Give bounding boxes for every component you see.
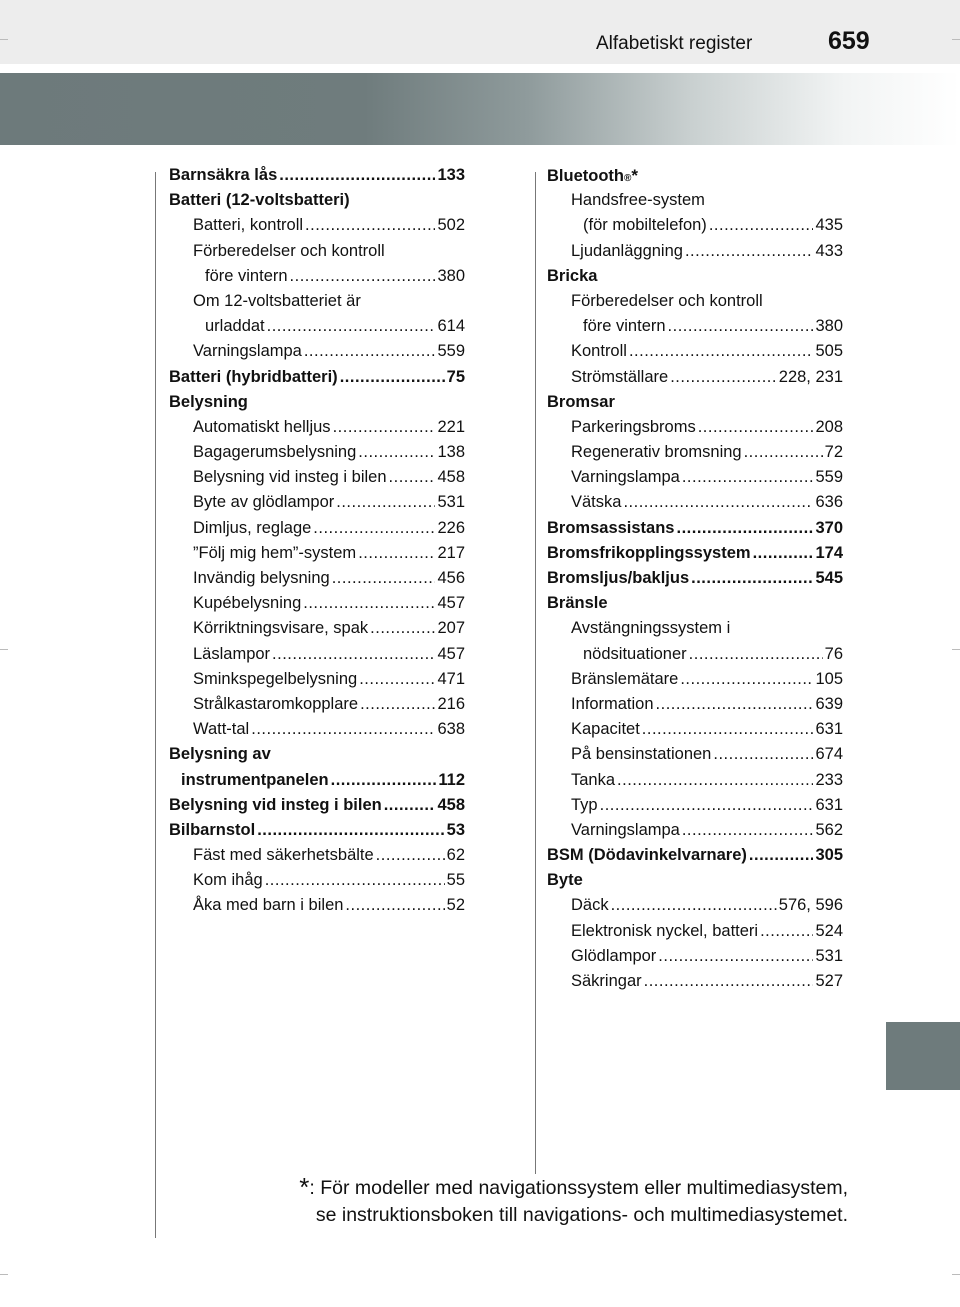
entry-label: (för mobiltelefon) bbox=[583, 216, 707, 235]
dot-leader bbox=[360, 692, 435, 717]
entry-label: Parkeringsbroms bbox=[571, 417, 696, 436]
entry-page-number: 631 bbox=[815, 720, 843, 739]
index-entry bbox=[547, 768, 843, 793]
entry-label: Batteri, kontroll bbox=[193, 216, 304, 235]
dot-leader bbox=[279, 163, 435, 188]
entry-label: Fäst med säkerhetsbälte bbox=[193, 846, 374, 865]
dot-leader bbox=[656, 692, 814, 717]
entry-label: Information bbox=[571, 694, 654, 713]
entry-page-number: 138 bbox=[437, 443, 465, 462]
dot-leader bbox=[682, 818, 814, 843]
entry-page-number: 216 bbox=[437, 694, 465, 713]
index-entry bbox=[169, 516, 465, 541]
entry-label: Ljudanläggning bbox=[571, 241, 683, 260]
left-margin-rule bbox=[155, 172, 156, 1238]
index-entry bbox=[169, 213, 465, 238]
index-entry bbox=[169, 692, 465, 717]
dot-leader bbox=[358, 541, 435, 566]
index-heading bbox=[547, 616, 843, 641]
index-heading bbox=[169, 239, 465, 264]
index-entry bbox=[547, 440, 843, 465]
index-entry bbox=[169, 793, 465, 818]
entry-page-number: 435 bbox=[815, 216, 843, 235]
entry-label: Typ bbox=[571, 795, 598, 814]
entry-page-number: 458 bbox=[437, 468, 465, 487]
entry-page-number: 76 bbox=[824, 644, 843, 663]
dot-leader bbox=[389, 465, 436, 490]
footnote-marker: * bbox=[299, 1172, 310, 1202]
index-heading bbox=[169, 188, 465, 213]
entry-label: Batteri (12-voltsbatteri) bbox=[169, 191, 350, 210]
entry-page-number: 531 bbox=[815, 946, 843, 965]
dot-leader bbox=[689, 642, 823, 667]
entry-label: Tanka bbox=[571, 770, 616, 789]
entry-page-number: 471 bbox=[437, 669, 465, 688]
entry-label: nödsituationer bbox=[583, 644, 687, 663]
index-entry bbox=[169, 868, 465, 893]
entry-label: Varningslampa bbox=[193, 342, 302, 361]
entry-label: Bagagerumsbelysning bbox=[193, 443, 357, 462]
index-entry bbox=[547, 314, 843, 339]
dot-leader bbox=[698, 415, 814, 440]
entry-label: Avstängningssystem i bbox=[571, 619, 731, 638]
entry-page-number: 524 bbox=[815, 921, 843, 940]
entry-page-number: 208 bbox=[815, 417, 843, 436]
index-entry bbox=[169, 365, 465, 390]
index-entry bbox=[169, 616, 465, 641]
entry-label: Varningslampa bbox=[571, 468, 680, 487]
dot-leader bbox=[251, 717, 435, 742]
entry-label: före vintern bbox=[583, 317, 666, 336]
index-entry bbox=[547, 339, 843, 364]
index-entry bbox=[169, 490, 465, 515]
entry-label: instrumentpanelen bbox=[181, 770, 329, 789]
dot-leader bbox=[685, 239, 814, 264]
entry-label: Bilbarnstol bbox=[169, 820, 256, 839]
dot-leader bbox=[642, 717, 814, 742]
entry-page-number: 614 bbox=[437, 317, 465, 336]
dot-leader bbox=[680, 667, 813, 692]
dot-leader bbox=[303, 591, 435, 616]
dot-leader bbox=[600, 793, 814, 818]
index-entry bbox=[547, 969, 843, 994]
index-heading bbox=[547, 188, 843, 213]
index-entry bbox=[547, 717, 843, 742]
index-entry bbox=[169, 541, 465, 566]
entry-label: Läslampor bbox=[193, 644, 271, 663]
entry-page-number: 545 bbox=[815, 569, 843, 587]
dot-leader bbox=[384, 793, 436, 818]
entry-page-number: 207 bbox=[437, 619, 465, 638]
index-entry bbox=[547, 365, 843, 390]
dot-leader bbox=[713, 742, 813, 767]
entry-page-number: 631 bbox=[815, 795, 843, 814]
entry-page-number: 559 bbox=[815, 468, 843, 487]
index-entry bbox=[547, 919, 843, 944]
crop-mark bbox=[952, 1274, 960, 1275]
entry-label: Dimljus, reglage bbox=[193, 518, 312, 537]
dot-leader bbox=[682, 465, 814, 490]
dot-leader bbox=[370, 616, 435, 641]
entry-page-number: 72 bbox=[824, 443, 843, 462]
index-heading bbox=[169, 390, 465, 415]
entry-page-number: 674 bbox=[815, 745, 843, 764]
entry-label: före vintern bbox=[205, 266, 288, 285]
entry-page-number: 105 bbox=[815, 669, 843, 688]
footnote-star: * bbox=[631, 166, 638, 185]
crop-mark bbox=[952, 39, 960, 40]
entry-label: Vätska bbox=[571, 493, 622, 512]
entry-label: Belysning vid insteg i bilen bbox=[193, 468, 387, 487]
entry-page-number: 527 bbox=[815, 972, 843, 990]
index-entry bbox=[169, 264, 465, 289]
entry-page-number: 531 bbox=[437, 493, 465, 512]
column-divider bbox=[535, 172, 536, 1174]
entry-page-number: 174 bbox=[815, 543, 843, 562]
entry-label: Watt-tal bbox=[193, 720, 250, 739]
dot-leader bbox=[304, 339, 436, 364]
dot-leader bbox=[376, 843, 445, 868]
index-entry bbox=[547, 213, 843, 238]
section-tab bbox=[886, 1022, 960, 1090]
entry-label: Bränsle bbox=[547, 594, 608, 613]
entry-page-number: 228, 231 bbox=[778, 367, 843, 386]
dot-leader bbox=[340, 365, 445, 390]
index-heading bbox=[547, 289, 843, 314]
entry-page-number: 456 bbox=[437, 569, 465, 587]
index-entry bbox=[547, 742, 843, 767]
entry-page-number: 458 bbox=[437, 795, 465, 814]
entry-label: Bluetooth bbox=[547, 167, 624, 185]
entry-label: Belysning vid insteg i bilen bbox=[169, 795, 382, 814]
dot-leader bbox=[744, 440, 823, 465]
index-entry bbox=[547, 843, 843, 868]
index-entry bbox=[547, 793, 843, 818]
entry-label: Säkringar bbox=[571, 972, 642, 990]
index-column-right bbox=[547, 163, 843, 994]
entry-label: Förberedelser och kontroll bbox=[571, 291, 763, 310]
dot-leader bbox=[691, 566, 813, 591]
entry-label: Kupébelysning bbox=[193, 594, 302, 613]
entry-page-number: 52 bbox=[446, 896, 465, 915]
entry-page-number: 221 bbox=[437, 417, 465, 436]
dot-leader bbox=[290, 264, 436, 289]
index-entry bbox=[169, 818, 465, 843]
entry-label: Kontroll bbox=[571, 342, 627, 361]
entry-label: Strålkastaromkopplare bbox=[193, 694, 359, 713]
entry-label: Bromsar bbox=[547, 392, 615, 411]
entry-label: Bromsassistans bbox=[547, 518, 675, 537]
entry-label: Belysning bbox=[169, 392, 248, 411]
crop-mark bbox=[0, 39, 8, 40]
entry-label: Körriktningsvisare, spak bbox=[193, 619, 369, 638]
entry-label: ”Följ mig hem”-system bbox=[193, 543, 357, 562]
dot-leader bbox=[332, 566, 436, 591]
index-entry bbox=[169, 314, 465, 339]
entry-page-number: 62 bbox=[446, 846, 465, 865]
index-heading bbox=[547, 591, 843, 616]
entry-page-number: 75 bbox=[446, 367, 465, 386]
entry-label: Byte bbox=[547, 871, 583, 890]
index-entry bbox=[169, 717, 465, 742]
index-entry bbox=[169, 440, 465, 465]
dot-leader bbox=[670, 365, 777, 390]
dot-leader bbox=[760, 919, 813, 944]
dot-leader bbox=[623, 490, 813, 515]
dot-leader bbox=[257, 818, 444, 843]
entry-page-number: 457 bbox=[437, 644, 465, 663]
index-entry bbox=[169, 768, 465, 793]
index-entry bbox=[547, 541, 843, 566]
index-entry bbox=[547, 465, 843, 490]
index-entry bbox=[169, 566, 465, 591]
entry-label: Elektronisk nyckel, batteri bbox=[571, 921, 759, 940]
index-entry bbox=[547, 239, 843, 264]
dot-leader bbox=[265, 868, 445, 893]
entry-page-number: 370 bbox=[815, 518, 843, 537]
index-entry bbox=[547, 944, 843, 969]
entry-label: Glödlampor bbox=[571, 946, 657, 965]
index-entry bbox=[169, 667, 465, 692]
dot-leader bbox=[358, 440, 435, 465]
page-title: Alfabetiskt register bbox=[596, 33, 753, 54]
index-entry bbox=[169, 642, 465, 667]
entry-label: BSM (Dödavinkelvarnare) bbox=[547, 846, 747, 865]
index-entry bbox=[169, 591, 465, 616]
entry-page-number: 636 bbox=[815, 493, 843, 512]
entry-label: Regenerativ bromsning bbox=[571, 443, 742, 462]
header-banner bbox=[0, 73, 960, 145]
dot-leader bbox=[336, 490, 435, 515]
entry-page-number: 433 bbox=[815, 241, 843, 260]
entry-label: Kom ihåg bbox=[193, 871, 263, 890]
entry-label: På bensinstationen bbox=[571, 745, 712, 764]
index-column-left bbox=[169, 163, 465, 919]
entry-page-number: 576, 596 bbox=[778, 896, 843, 915]
index-entry bbox=[169, 415, 465, 440]
entry-page-number: 638 bbox=[437, 720, 465, 739]
dot-leader bbox=[668, 314, 814, 339]
index-entry bbox=[169, 163, 465, 188]
index-entry bbox=[547, 566, 843, 591]
index-entry bbox=[547, 692, 843, 717]
dot-leader bbox=[305, 213, 435, 238]
dot-leader bbox=[617, 768, 813, 793]
index-entry bbox=[547, 818, 843, 843]
entry-page-number: 559 bbox=[437, 342, 465, 361]
entry-page-number: 562 bbox=[815, 820, 843, 839]
entry-page-number: 457 bbox=[437, 594, 465, 613]
entry-page-number: 226 bbox=[437, 518, 465, 537]
dot-leader bbox=[658, 944, 813, 969]
entry-page-number: 639 bbox=[815, 694, 843, 713]
index-heading bbox=[547, 163, 843, 188]
entry-label: Sminkspegelbelysning bbox=[193, 669, 358, 688]
index-heading bbox=[547, 868, 843, 893]
entry-page-number: 217 bbox=[437, 543, 465, 562]
entry-page-number: 133 bbox=[437, 166, 465, 184]
index-entry bbox=[547, 415, 843, 440]
entry-page-number: 505 bbox=[815, 342, 843, 361]
index-heading bbox=[547, 264, 843, 289]
entry-label: Varningslampa bbox=[571, 820, 680, 839]
entry-label: Förberedelser och kontroll bbox=[193, 241, 385, 260]
index-entry bbox=[169, 465, 465, 490]
index-entry bbox=[547, 893, 843, 918]
crop-mark bbox=[0, 649, 8, 650]
entry-page-number: 233 bbox=[815, 770, 843, 789]
entry-label: Batteri (hybridbatteri) bbox=[169, 367, 338, 386]
entry-page-number: 55 bbox=[446, 871, 465, 890]
dot-leader bbox=[331, 768, 437, 793]
entry-label: Bricka bbox=[547, 266, 598, 285]
entry-label: Kapacitet bbox=[571, 720, 640, 739]
index-entry bbox=[169, 843, 465, 868]
entry-page-number: 380 bbox=[437, 266, 465, 285]
entry-label: Bränslemätare bbox=[571, 669, 679, 688]
dot-leader bbox=[313, 516, 435, 541]
footnote bbox=[258, 1174, 848, 1229]
dot-leader bbox=[272, 642, 435, 667]
dot-leader bbox=[676, 516, 813, 541]
page-number: 659 bbox=[828, 27, 870, 55]
entry-page-number: 112 bbox=[438, 770, 465, 789]
entry-label: Automatiskt helljus bbox=[193, 417, 331, 436]
entry-label: Däck bbox=[571, 896, 609, 915]
footnote-line-1 bbox=[258, 1174, 848, 1202]
entry-label: Om 12-voltsbatteriet är bbox=[193, 291, 361, 310]
index-entry bbox=[547, 516, 843, 541]
dot-leader bbox=[345, 893, 444, 918]
registered-mark: ® bbox=[623, 173, 632, 184]
footnote-text-1: : För modeller med navigationssystem eller multimediasystem, bbox=[309, 1177, 848, 1199]
crop-mark bbox=[952, 649, 960, 650]
header-bar bbox=[0, 0, 960, 64]
entry-label: Åka med barn i bilen bbox=[193, 896, 344, 915]
crop-mark bbox=[0, 1274, 8, 1275]
dot-leader bbox=[644, 969, 814, 994]
dot-leader bbox=[359, 667, 435, 692]
index-heading bbox=[547, 390, 843, 415]
dot-leader bbox=[749, 843, 814, 868]
dot-leader bbox=[709, 213, 814, 238]
index-entry bbox=[547, 490, 843, 515]
entry-label: Belysning av bbox=[169, 745, 271, 764]
footnote-line-2: se instruktionsboken till navigations- och multimediasystemet. bbox=[315, 1204, 848, 1226]
index-entry bbox=[547, 667, 843, 692]
dot-leader bbox=[333, 415, 436, 440]
entry-page-number: 502 bbox=[437, 216, 465, 235]
index-heading bbox=[169, 742, 465, 767]
entry-label: Barnsäkra lås bbox=[169, 166, 278, 184]
dot-leader bbox=[629, 339, 814, 364]
index-entry bbox=[547, 642, 843, 667]
index-entry bbox=[169, 893, 465, 918]
entry-label: Byte av glödlampor bbox=[193, 493, 335, 512]
entry-label: Bromsfrikopplingssystem bbox=[547, 543, 751, 562]
dot-leader bbox=[267, 314, 436, 339]
index-heading bbox=[169, 289, 465, 314]
index-entry bbox=[169, 339, 465, 364]
dot-leader bbox=[611, 893, 777, 918]
entry-label: Handsfree-system bbox=[571, 191, 705, 210]
dot-leader bbox=[753, 541, 814, 566]
entry-page-number: 380 bbox=[815, 317, 843, 336]
entry-label: Invändig belysning bbox=[193, 569, 330, 587]
entry-label: Strömställare bbox=[571, 367, 669, 386]
entry-page-number: 53 bbox=[446, 820, 465, 839]
entry-page-number: 305 bbox=[815, 846, 843, 865]
entry-label: Bromsljus/bakljus bbox=[547, 569, 690, 587]
entry-label: urladdat bbox=[205, 317, 265, 336]
